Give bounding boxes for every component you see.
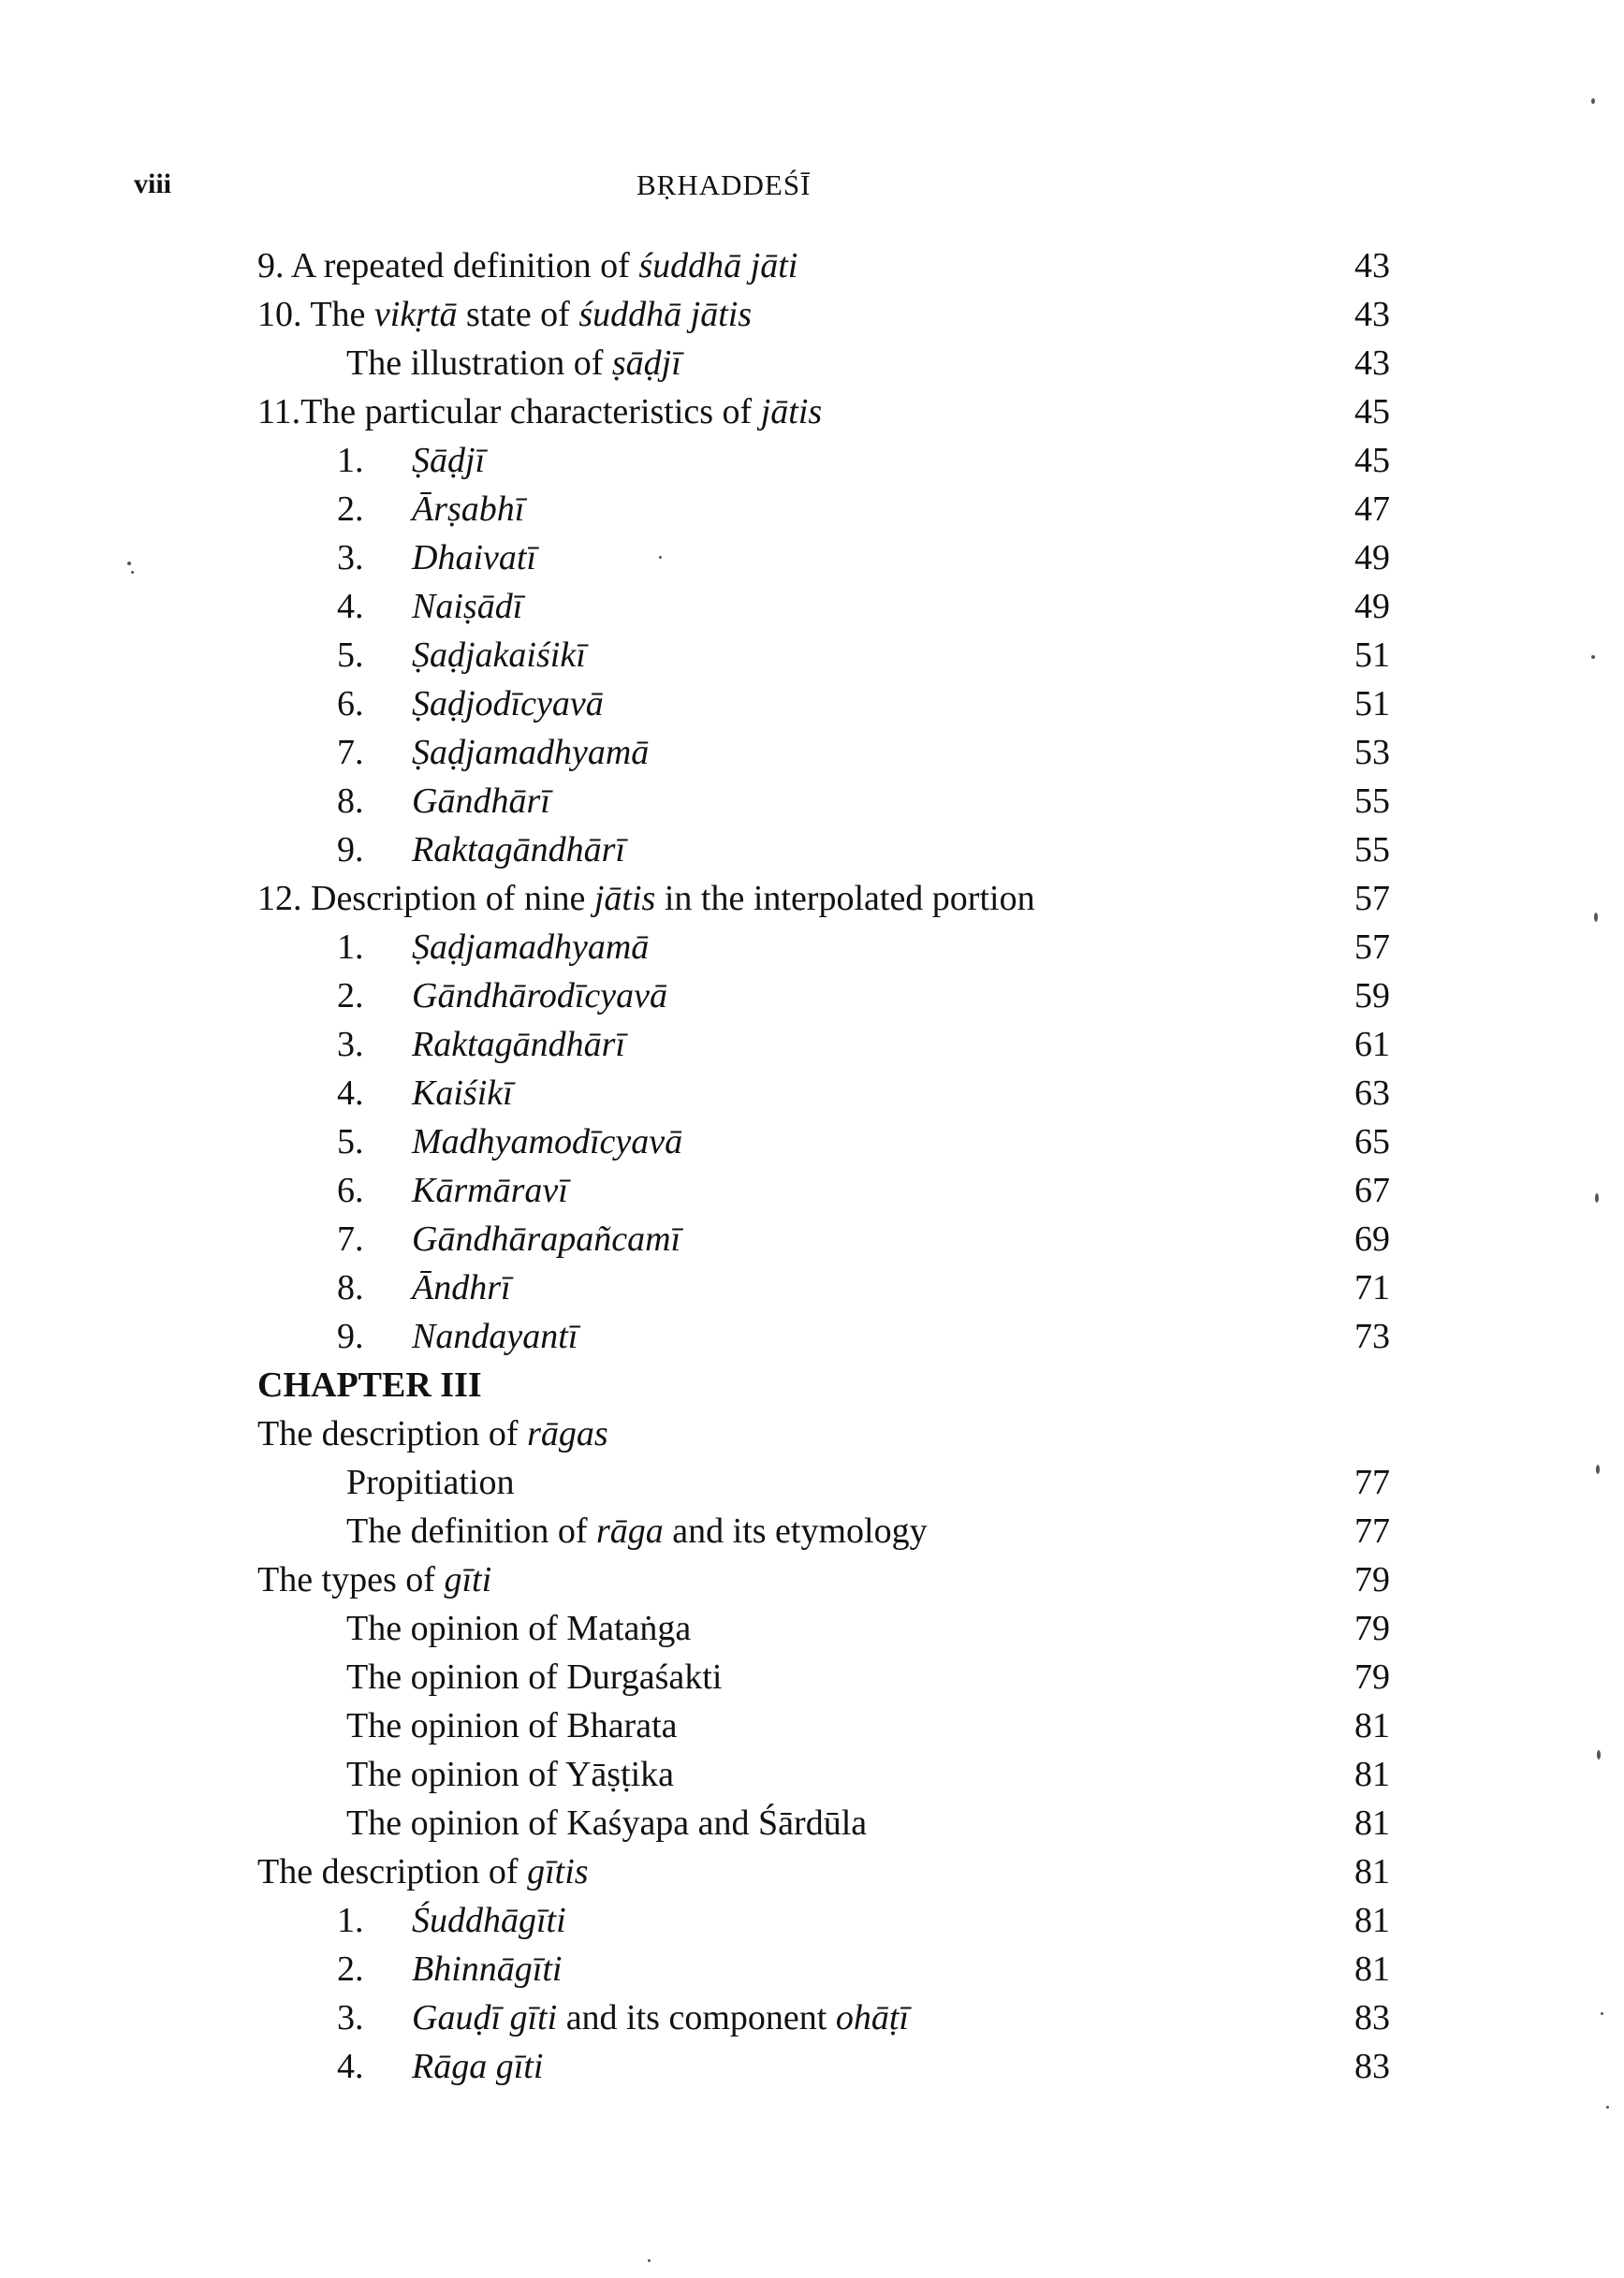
toc-entry-text: jātis [593,879,656,918]
toc-entry [0,582,1624,631]
toc-entry-page: 77 [1354,1511,1390,1551]
toc-entry-page: 43 [1354,343,1390,383]
toc-entry-page: 81 [1354,1803,1390,1843]
toc-entry-title [337,777,550,825]
toc-entry-title [337,1117,682,1166]
toc-entry-page: 81 [1354,1706,1390,1745]
toc-entry-text: Ṣaḍjodīcyavā [412,684,604,723]
toc-entry-text: rāgas [527,1414,608,1453]
toc-entry [0,1604,1624,1653]
toc-entry-number: 9. [337,830,364,869]
toc-entry-title [337,436,485,485]
toc-entry-number: 5. [337,1122,364,1161]
toc-entry [0,631,1624,679]
toc-entry-page: 69 [1354,1219,1390,1259]
toc-entry-page: 49 [1354,587,1390,626]
toc-entry-page: 73 [1354,1317,1390,1356]
toc-entry-text: The definition of [346,1511,596,1551]
toc-entry-text: vikṛtā [373,295,458,334]
toc-entry-text: Ṣaḍjamadhyamā [412,733,650,772]
toc-entry [0,1117,1624,1166]
scan-speck [659,556,662,559]
toc-entry-page: 51 [1354,684,1390,723]
toc-entry-page: 43 [1354,295,1390,334]
toc-entry-number: 3. [337,1998,364,2037]
toc-entry [0,436,1624,485]
scan-speck [1595,1193,1599,1203]
toc-entry [0,1847,1624,1896]
toc-entry [0,1166,1624,1215]
toc-entry-number: 1. [337,927,364,967]
toc-entry [0,1263,1624,1312]
toc-entry-title [337,679,604,728]
scan-speck [131,571,134,574]
toc-entry-title [337,1263,511,1312]
toc-entry-text: Śuddhāgīti [412,1901,566,1940]
toc-entry-text: Gauḍī gīti [412,1998,558,2037]
toc-entry-page: 79 [1354,1560,1390,1599]
toc-entry [0,1312,1624,1361]
toc-entry-title [257,1409,608,1458]
toc-entry-title [346,1799,867,1847]
toc-entry-title [257,1847,589,1896]
toc-entry-page: 81 [1354,1949,1390,1989]
toc-entry-title [337,1945,562,1993]
toc-entry-text: Propitiation [346,1463,515,1502]
toc-entry-title [346,1458,514,1507]
toc-entry-page: 79 [1354,1609,1390,1648]
toc-entry-number: 2. [337,489,364,529]
toc-entry-page: 49 [1354,538,1390,577]
toc-entry-page: 83 [1354,1998,1390,2037]
chapter-heading [0,1361,1624,1409]
toc-entry-text: Ārṣabhī [412,489,525,529]
toc-entry-text: Gāndhārapañcamī [412,1219,681,1259]
toc-entry-title [337,825,625,874]
toc-entry-text: śuddhā jāti [638,246,798,285]
toc-entry [0,1507,1624,1555]
toc-entry [0,1701,1624,1750]
toc-entry-text: The description of [257,1852,528,1891]
toc-entry-page: 71 [1354,1268,1390,1307]
toc-entry [0,1069,1624,1117]
toc-entry-title [337,1166,568,1215]
toc-entry-text: Rāga gīti [412,2047,544,2086]
toc-entry-page: 45 [1354,441,1390,480]
scan-speck [1594,913,1598,922]
toc-entry [0,290,1624,339]
toc-entry-page: 79 [1354,1657,1390,1697]
scan-speck [1597,1750,1601,1760]
toc-entry [0,1555,1624,1604]
toc-entry-number: 4. [337,2047,364,2086]
scan-speck [1596,1465,1600,1474]
toc-entry-number: 6. [337,1171,364,1210]
toc-entry-text: Bhinnāgīti [412,1949,563,1989]
toc-entry-number: 1. [337,1901,364,1940]
scan-speck [1606,2106,1609,2109]
toc-entry-text: Naiṣādī [412,587,523,626]
toc-entry-number: 9. [337,1317,364,1356]
toc-entry-text: Madhyamodīcyavā [412,1122,683,1161]
toc-entry-title [337,533,536,582]
toc-entry-text: Raktagāndhārī [412,830,625,869]
scan-speck [1601,2012,1603,2015]
toc-entry [0,971,1624,1020]
toc-entry-text: Gāndhārī [412,781,550,821]
toc-entry [0,923,1624,971]
toc-entry-page: 47 [1354,489,1390,529]
toc-entry-page: 55 [1354,830,1390,869]
toc-entry-title [346,339,681,387]
toc-entry-text: ohāṭī [835,1998,909,2037]
toc-entry-text: The opinion of Durgaśakti [346,1657,723,1697]
toc-entry-text: Kārmāravī [412,1171,568,1210]
toc-entry [0,339,1624,387]
toc-entry-text: The opinion of Bharata [346,1706,678,1745]
toc-entry-page: 61 [1354,1025,1390,1064]
toc-entry [0,387,1624,436]
toc-entry-text: ṣāḍjī [611,343,681,383]
toc-entry-number: 7. [337,1219,364,1259]
toc-entry [0,1458,1624,1507]
toc-entry-number: 4. [337,587,364,626]
page-number: viii [134,168,172,199]
toc-entry-title [346,1653,722,1701]
toc-entry-text: The description of [257,1414,528,1453]
toc-entry-text: 12. Description of nine [257,879,594,918]
toc-entry [0,728,1624,777]
toc-entry [0,874,1624,923]
toc-entry-title [337,1020,625,1069]
toc-entry-page: 65 [1354,1122,1390,1161]
toc-entry-text: CHAPTER III [257,1365,482,1405]
toc-entry-title [346,1604,691,1653]
toc-entry-number: 6. [337,684,364,723]
toc-entry-text: Āndhrī [412,1268,511,1307]
toc-entry-text: gīti [444,1560,492,1599]
toc-entry-text: state of [457,295,579,334]
toc-entry-text: Nandayantī [412,1317,578,1356]
toc-entry-page: 81 [1354,1755,1390,1794]
toc-entry-number: 8. [337,781,364,821]
toc-entry-page: 77 [1354,1463,1390,1502]
toc-entry-text: The types of [257,1560,445,1599]
toc-entry-text: The opinion of Kaśyapa and Śārdūla [346,1803,868,1843]
scan-speck [127,562,131,565]
toc-entry [0,1945,1624,1993]
toc-entry-number: 3. [337,1025,364,1064]
toc-entry-text: Dhaivatī [412,538,536,577]
toc-entry [0,2042,1624,2091]
toc-entry-text: Raktagāndhārī [412,1025,625,1064]
toc-entry-title [337,582,522,631]
toc-entry-text: Ṣāḍjī [412,441,486,480]
toc-entry-page: 57 [1354,879,1390,918]
toc-entry-title [337,631,586,679]
toc-entry-page: 43 [1354,246,1390,285]
toc-entry-text: The illustration of [346,343,612,383]
toc-entry-title [337,1312,578,1361]
toc-entry-text: The opinion of Yāṣṭika [346,1755,675,1794]
toc-entry [0,1409,1624,1458]
toc-entry-text: Ṣaḍjamadhyamā [412,927,650,967]
toc-entry-title [337,728,649,777]
toc-entry-text: Gāndhārodīcyavā [412,976,667,1015]
toc-entry-number: 1. [337,441,364,480]
toc-entry-title [257,290,752,339]
toc-entry-number: 2. [337,976,364,1015]
toc-entry-number: 3. [337,538,364,577]
toc-entry [0,1653,1624,1701]
toc-entry-text: śuddhā jātis [578,295,753,334]
toc-entry-title [257,1555,491,1604]
running-head: BṚHADDEŚĪ [636,168,812,201]
toc-entry [0,1750,1624,1799]
toc-entry-text: in the interpolated portion [655,879,1035,918]
toc-entry-text: rāga [595,1511,664,1551]
toc-entry-page: 63 [1354,1073,1390,1113]
toc-entry-page: 67 [1354,1171,1390,1210]
toc-entry-title [337,923,649,971]
toc-entry-page: 81 [1354,1852,1390,1891]
toc-entry-page: 59 [1354,976,1390,1015]
toc-entry [0,679,1624,728]
toc-entry-page: 55 [1354,781,1390,821]
toc-entry-number: 8. [337,1268,364,1307]
toc-entry-title [337,1896,566,1945]
toc-entry-text: and its component [557,1998,836,2037]
toc-entry-title [337,1069,513,1117]
toc-entry-title [337,485,524,533]
toc-entry-text: and its etymology [663,1511,928,1551]
table-of-contents [0,241,1624,2091]
toc-entry-text: jātis [760,392,823,431]
toc-entry-page: 45 [1354,392,1390,431]
toc-entry-title [257,387,822,436]
toc-entry [0,1896,1624,1945]
toc-entry-title [257,241,797,290]
toc-entry-title [337,971,667,1020]
toc-entry-number: 2. [337,1949,364,1989]
toc-entry-page: 57 [1354,927,1390,967]
scan-speck [648,2259,651,2262]
toc-entry-title [257,874,1035,923]
toc-entry-text: gītis [527,1852,589,1891]
toc-entry-page: 53 [1354,733,1390,772]
toc-entry-title [337,2042,543,2091]
toc-entry-text: 10. The [257,295,374,334]
toc-entry-page: 51 [1354,635,1390,675]
toc-entry-page: 83 [1354,2047,1390,2086]
toc-entry-number: 5. [337,635,364,675]
toc-entry-number: 4. [337,1073,364,1113]
toc-entry [0,1215,1624,1263]
toc-entry-text: The opinion of Mataṅga [346,1609,692,1648]
toc-entry [0,1020,1624,1069]
toc-entry-title [346,1701,678,1750]
toc-entry-text: 9. A repeated definition of [257,246,639,285]
toc-entry-title [346,1507,928,1555]
toc-entry-title [337,1993,909,2042]
toc-entry-text: Kaiśikī [412,1073,513,1113]
scan-speck [1591,98,1595,104]
toc-entry [0,825,1624,874]
toc-entry [0,1799,1624,1847]
toc-entry [0,1993,1624,2042]
toc-entry-title [337,1215,680,1263]
toc-entry-title [257,1361,482,1409]
toc-entry-text: Ṣaḍjakaiśikī [412,635,586,675]
toc-entry [0,485,1624,533]
toc-entry [0,241,1624,290]
toc-entry-text: 11.The particular characteristics of [257,392,761,431]
toc-entry [0,533,1624,582]
scan-speck [1591,655,1595,659]
toc-entry-title [346,1750,674,1799]
toc-entry-page: 81 [1354,1901,1390,1940]
toc-entry-number: 7. [337,733,364,772]
toc-entry [0,777,1624,825]
